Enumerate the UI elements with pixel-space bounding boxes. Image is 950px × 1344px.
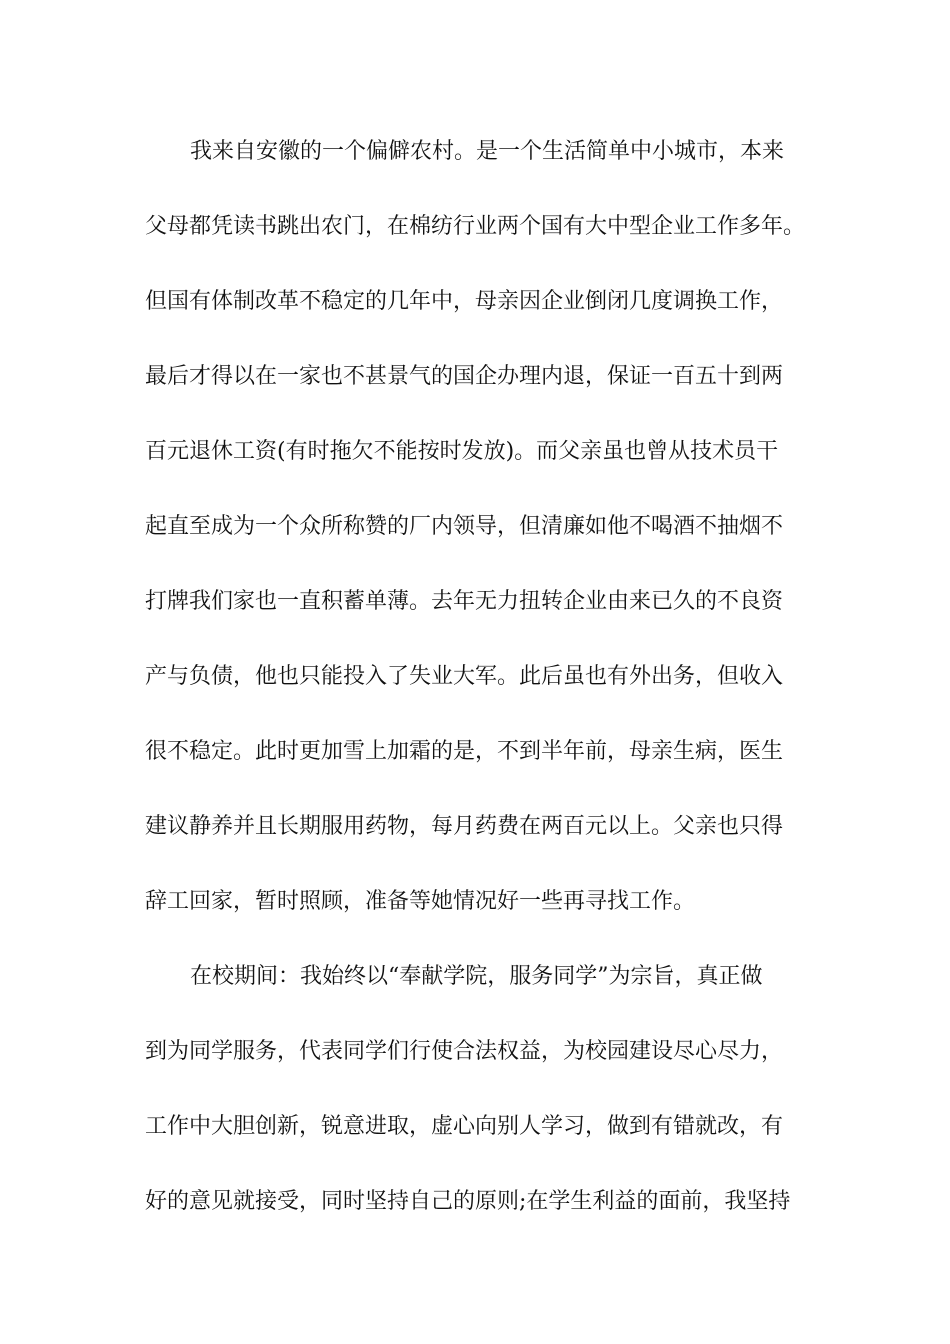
paragraph-2-line-2: 到为同学服务，代表同学们行使合法权益，为校园建设尽心尽力， — [145, 1039, 784, 1064]
paragraph-1-line-2: 父母都凭读书跳出农门，在棉纺行业两个国有大中型企业工作多年。 — [145, 214, 806, 239]
paragraph-1-line-6: 起直至成为一个众所称赞的厂内领导，但清廉如他不喝酒不抽烟不 — [145, 514, 784, 539]
paragraph-2-line-1: 在校期间：我始终以“奉献学院，服务同学”为宗旨，真正做 — [190, 964, 763, 989]
paragraph-2-line-4: 好的意见就接受，同时坚持自己的原则;在学生利益的面前，我坚持 — [145, 1189, 791, 1214]
paragraph-1-line-9: 很不稳定。此时更加雪上加霜的是，不到半年前，母亲生病，医生 — [145, 739, 784, 764]
paragraph-1-line-8: 产与负债，他也只能投入了失业大军。此后虽也有外出务，但收入 — [145, 664, 784, 689]
paragraph-2-line-3: 工作中大胆创新，锐意进取，虚心向别人学习，做到有错就改，有 — [145, 1114, 784, 1139]
paragraph-1-line-1: 我来自安徽的一个偏僻农村。是一个生活简单中小城市，本来 — [190, 139, 785, 164]
paragraph-1-line-5: 百元退休工资(有时拖欠不能按时发放)。而父亲虽也曾从技术员干 — [145, 439, 779, 464]
paragraph-1-line-10: 建议静养并且长期服用药物，每月药费在两百元以上。父亲也只得 — [145, 814, 784, 839]
paragraph-1-line-3: 但国有体制改革不稳定的几年中，母亲因企业倒闭几度调换工作， — [145, 289, 784, 314]
paragraph-1-line-7: 打牌我们家也一直积蓄单薄。去年无力扭转企业由来已久的不良资 — [145, 589, 784, 614]
paragraph-1-line-4: 最后才得以在一家也不甚景气的国企办理内退，保证一百五十到两 — [145, 364, 784, 389]
paragraph-1-line-11: 辞工回家，暂时照顾，准备等她情况好一些再寻找工作。 — [145, 889, 696, 914]
